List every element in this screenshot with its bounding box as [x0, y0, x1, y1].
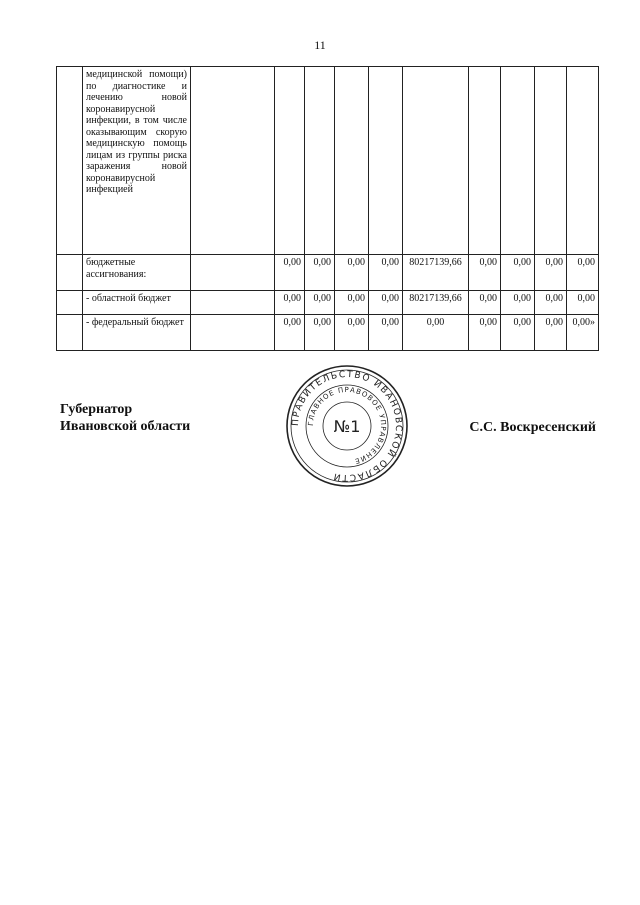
- row-label: - областной бюджет: [83, 291, 191, 315]
- value-cell: 0,00: [369, 315, 403, 351]
- value-cell: 0,00: [335, 255, 369, 291]
- table-cell: [469, 67, 501, 255]
- table-cell: [57, 67, 83, 255]
- signature-title-line2: Ивановской области: [60, 418, 191, 434]
- table-cell: [335, 67, 369, 255]
- value-cell: 0,00: [469, 291, 501, 315]
- signature-title-line1: Губернатор: [60, 402, 133, 417]
- table-cell: [403, 67, 469, 255]
- value-cell: 0,00: [369, 291, 403, 315]
- official-seal-icon: [284, 363, 410, 489]
- page-number: 11: [314, 38, 326, 52]
- value-cell: 0,00: [501, 291, 535, 315]
- value-cell: 0,00: [275, 291, 305, 315]
- value-cell: 0,00: [501, 315, 535, 351]
- table-cell: [57, 315, 83, 351]
- row-label: бюджетные ассигнования:: [83, 255, 191, 291]
- table-row: [57, 67, 599, 255]
- value-cell: 0,00: [535, 255, 567, 291]
- value-cell: 0,00: [501, 255, 535, 291]
- table-cell: [535, 67, 567, 255]
- value-cell: 0,00: [305, 315, 335, 351]
- signature-name: С.С. Воскресенский: [469, 420, 596, 435]
- table-cell: [191, 67, 275, 255]
- table-cell: [57, 255, 83, 291]
- value-cell: 0,00: [535, 291, 567, 315]
- value-cell: 0,00»: [567, 315, 599, 351]
- table-row: [57, 315, 599, 351]
- value-cell: 0,00: [305, 291, 335, 315]
- table-cell: [191, 315, 275, 351]
- value-cell: 0,00: [275, 255, 305, 291]
- row-label: - федеральный бюджет: [83, 315, 191, 351]
- table-cell: [191, 291, 275, 315]
- seal-outer-text: ПРАВИТЕЛЬСТВО ИВАНОВСКОЙ ОБЛАСТИ: [290, 369, 404, 483]
- value-cell: 0,00: [369, 255, 403, 291]
- value-cell: 0,00: [275, 315, 305, 351]
- table-row: [57, 291, 599, 315]
- value-cell: 80217139,66: [403, 291, 469, 315]
- value-cell: 0,00: [469, 315, 501, 351]
- budget-table: [56, 66, 599, 351]
- table-cell: [305, 67, 335, 255]
- value-cell: 0,00: [335, 291, 369, 315]
- value-cell: 0,00: [567, 291, 599, 315]
- table-cell: [369, 67, 403, 255]
- table-row: [57, 255, 599, 291]
- table-cell: [501, 67, 535, 255]
- signature-title: [60, 402, 190, 436]
- value-cell: 0,00: [305, 255, 335, 291]
- value-cell: 80217139,66: [403, 255, 469, 291]
- value-cell: 0,00: [469, 255, 501, 291]
- seal-number: №1: [333, 417, 361, 436]
- row-label: медицинской помощи) по диагностике и лечению новой коронавирусной инфекции, в том числе оказывающим скорую медицинскую помощь лицам из группы риска заражения новой коронавирусной инфекцией: [83, 67, 191, 255]
- value-cell: 0,00: [403, 315, 469, 351]
- value-cell: 0,00: [567, 255, 599, 291]
- table-cell: [57, 291, 83, 315]
- value-cell: 0,00: [535, 315, 567, 351]
- table-cell: [275, 67, 305, 255]
- table-cell: [191, 255, 275, 291]
- table-cell: [567, 67, 599, 255]
- value-cell: 0,00: [335, 315, 369, 351]
- seal-inner-text: ГЛАВНОЕ ПРАВОВОЕ УПРАВЛЕНИЕ: [306, 385, 388, 466]
